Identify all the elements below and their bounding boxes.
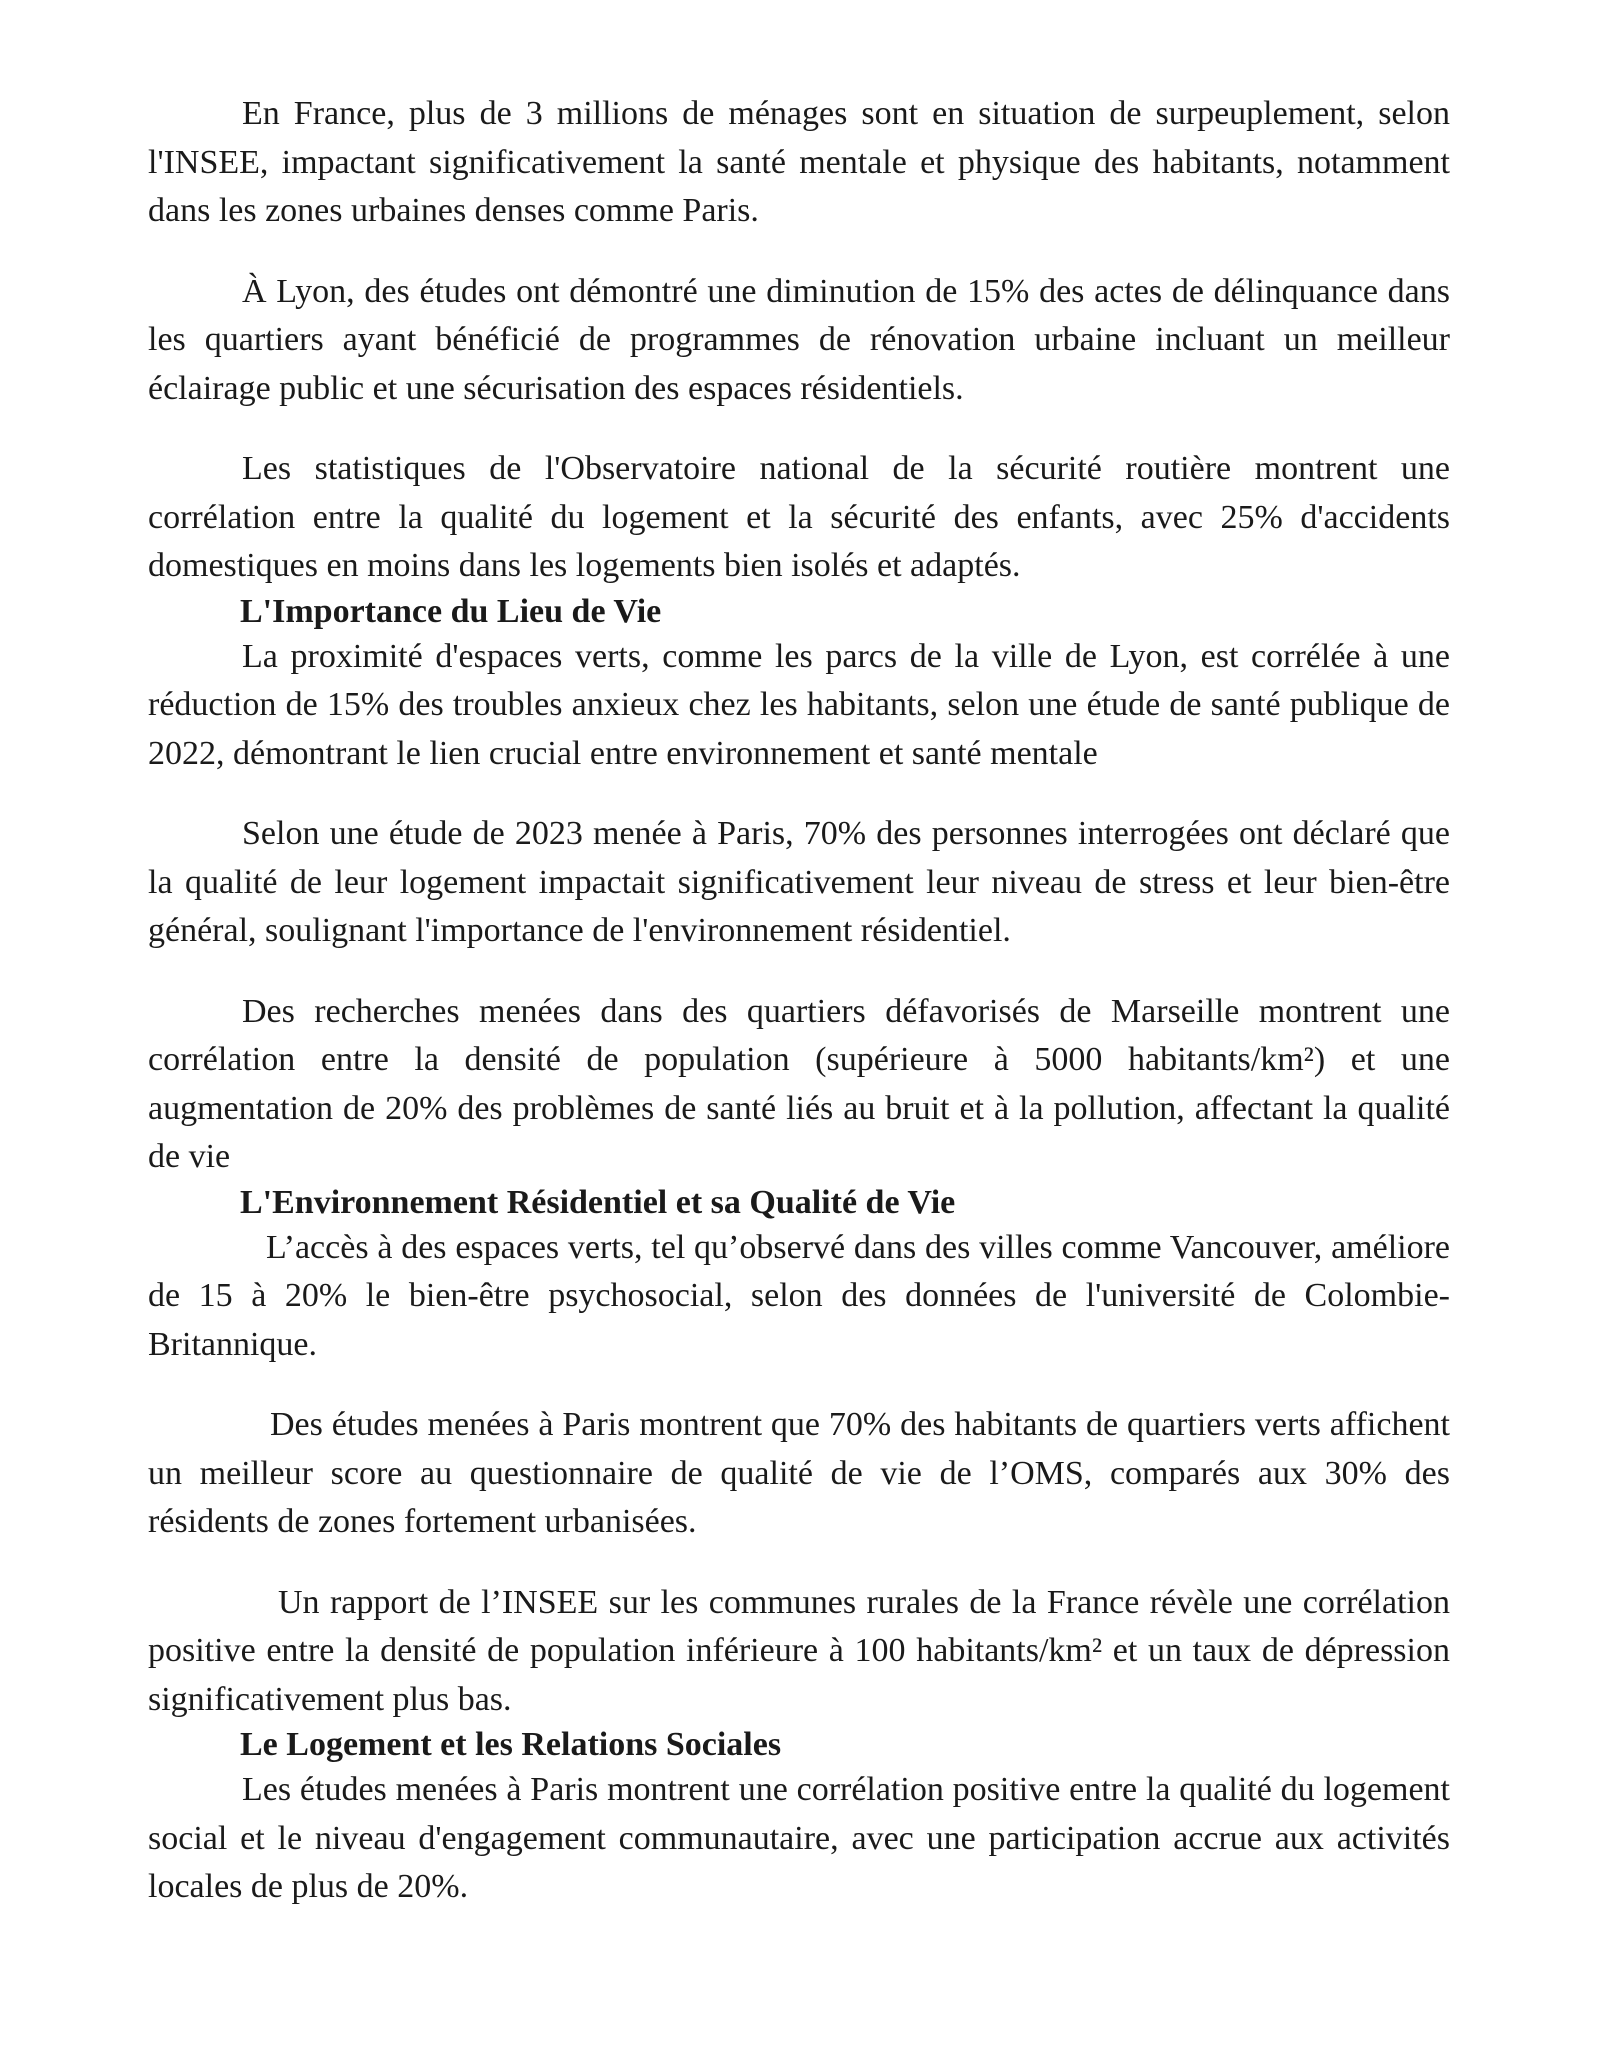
paragraph-lyon-delinquance: À Lyon, des études ont démontré une diminution de 15% des actes de délinquance dans les quartiers ayant bénéficié de programmes de rénovation urbaine incluant un meilleur éclairage public et une sécurisation des espaces résidentiels. <box>148 272 1450 407</box>
paragraph-paris-oms: Des études menées à Paris montrent que 70% des habitants de quartiers verts affichent un meilleur score au questionnaire de qualité de vie de l’OMS, comparés aux 30% des résidents de zones fortement urbanisées. <box>148 1406 1450 1540</box>
document-page <box>148 90 1450 1912</box>
paragraph-insee-rural: Un rapport de l’INSEE sur les communes rurales de la France révèle une corrélation positive entre la densité de population inférieure à 100 habitants/km² et un taux de dépression significativement plus bas. <box>148 1583 1450 1718</box>
section-heading-relations-sociales: Le Logement et les Relations Sociales <box>240 1726 782 1763</box>
paragraph-surpeuplement: En France, plus de 3 millions de ménages sont en situation de surpeuplement, selon l'INSEE, impactant significativement la santé mentale et physique des habitants, notamment dans les zones urbaines denses comme Paris. <box>148 95 1450 229</box>
paragraph-etude-paris-2023: Selon une étude de 2023 menée à Paris, 70% des personnes interrogées ont déclaré que la qualité de leur logement impactait significativement leur niveau de stress et leur bien-être général, soulignant l'importance de l'environnement résidentiel. <box>148 815 1450 949</box>
section-heading-environnement-residentiel: L'Environnement Résidentiel et sa Qualité de Vie <box>240 1183 956 1221</box>
paragraph-logement-social: Les études menées à Paris montrent une corrélation positive entre la qualité du logement social et le niveau d'engagement communautaire, avec une participation accrue aux activités locales de plus de 20%. <box>148 1771 1450 1905</box>
paragraph-securite-enfants: Les statistiques de l'Observatoire national de la sécurité routière montrent une corrélation entre la qualité du logement et la sécurité des enfants, avec 25% d'accidents domestiques en moins dans les logements bien isolés et adaptés. <box>148 450 1450 584</box>
paragraph-marseille-densite: Des recherches menées dans des quartiers défavorisés de Marseille montrent une corrélation entre la densité de population (supérieure à 5000 habitants/km²) et une augmentation de 20% des problèmes de santé liés au bruit et à la pollution, affectant la qualité de vie <box>148 992 1450 1175</box>
paragraph-vancouver: L’accès à des espaces verts, tel qu’observé dans des villes comme Vancouver, améliore de 15 à 20% le bien-être psychosocial, selon des données de l'université de Colombie-Britannique. <box>148 1228 1450 1363</box>
section-heading-lieu-de-vie: L'Importance du Lieu de Vie <box>240 592 662 630</box>
paragraph-espaces-verts-lyon: La proximité d'espaces verts, comme les parcs de la ville de Lyon, est corrélée à une réduction de 15% des troubles anxieux chez les habitants, selon une étude de santé publique de 2022, démontrant le lien crucial entre environnement et santé mentale <box>148 637 1450 772</box>
